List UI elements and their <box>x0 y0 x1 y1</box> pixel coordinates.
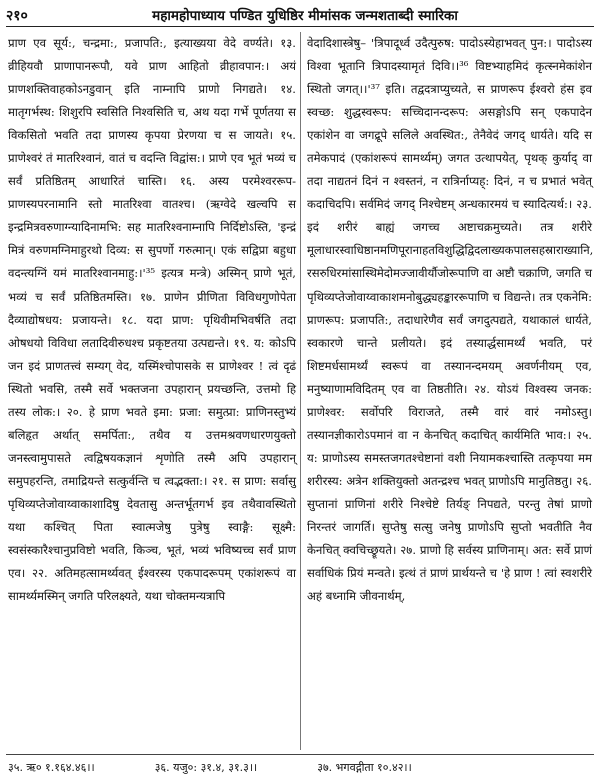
page-number: २१० <box>6 7 28 24</box>
footnotes <box>8 758 594 778</box>
footnote-35: ३५. ऋ० १.१६४.४६।। <box>8 761 95 774</box>
text-columns <box>6 32 594 750</box>
running-title: महामहोपाध्याय पण्डित युधिष्ठिर मीमांसक जन्मशताब्दी स्मारिका <box>152 8 458 24</box>
right-column-text: वेदादिशास्त्रेषु– 'त्रिपादूर्ध्व उदैत्पुरुष: पादोऽस्येहाभवत् पुन:। पादोऽस्य विश्वा भूतानि त्रिपादस्यामृतं दिवि।।³⁶ विष्टभ्याहमिदं कृत्स्नमेकांशेन स्थितो जगत्।।'³⁷ इति। तद्वदत्राप्युच्यते, स प्राणरूप ईश्वरो हंस इव स्वच्छ: शुद्धस्वरूप: सच्चिदानन्दरूप: असङ्गोऽपि सन् एकपादेन एकांशेन वा जगद्रूपे सलिले अवस्थित:, तेनैवेदं जगद् धार्यते। यदि स तमेकपादं (एकांशरूपं सामर्थ्यम्) जगत उत्थापयेत्, पृथक् कुर्याद् वा तदा नाद्यतनं दिनं न श्वस्तनं, न रात्रिर्नाप्यह्: दिनं, न च प्रभातं भवेत् कदाचिदपि। सर्वमिदं जगद् निश्चेष्टम् अन्धकारमयं च स्यादित्यर्थ:। २३. इदं शरीरं बाह्यं जगच्च अष्टाचक्रमुच्यते। तत्र शरीरे मूलाधारस्वाधिष्ठानमणिपूरानाहतविशुद्धिद्विदलाख्यकपालसहस्राराख्यानि, रसरुधिरमांसास्थिमेदोमज्जावीर्यौजोरूपाणि वा अष्टौ चक्राणि, जगति च पृथिव्यप्तेजोवाय्वाकाशमनोबुद्ध्यहङ्काररूपाणि च विद्यन्ते। तत्र एकनेमि: प्राणरूप: प्रजापति:, तदाधारेणैव सर्वं जगदुत्पद्यते, यथाकालं धार्यते, स्वकारणे चान्ते प्रलीयते। इदं तस्यार्द्धसामर्थ्यं भवति, परं शिष्टमर्धसामर्थ्यं स्वरूपं वा तस्यानन्दमयम् अवर्णनीयम् एव, मनुष्याणामविदितम् एव वा तिष्ठतीति। २४. योऽयं विश्वस्य जनक: प्राणेश्वर: सर्वोपरि विराजते, तस्मै वारं वारं नमोऽस्तु। तस्यानज्ञीकारोऽपमानं वा न केनचित् कदाचित् कार्यमिति भाव:। २५. य: प्राणोऽस्य समस्तजगतश्चेष्टानां वशी नियामकश्चास्ति तत्कृपया मम शरीरस्य: अत्रेन शक्तियुक्तो अतन्द्रश्च भवत् प्राणोऽपि मानुतिष्ठतु। २६. सुप्तानां प्राणिनां शरीरे निश्चेष्टे तिर्यङ् निपद्यते, परन्तु तेषां प्राणो निरन्तरं जागर्ति। सुप्तेषु सत्सु जनेषु प्राणोऽपि सुप्तो भवतीति नैव केनचित् क्वचिच्छ्रूयते। २७. प्राणो हि सर्वस्य प्राणिनाम्। अत: सर्वे प्राणं सर्वाधिकं प्रियं मन्वते। इत्थं तं प्राणं प्रार्थयन्ते च 'हे प्राण ! त्वां स्वशरीरे अहं बध्नामि जीवनार्थम्, <box>307 36 594 604</box>
page-header <box>6 4 594 27</box>
left-column-text: प्राण एव सूर्य:, चन्द्रमा:, प्रजापति:, इत्याख्यया वेदे वर्ण्यते। १३. व्रीहियवौ प्राणापानरूपौ, यवे प्राण आहितो व्रीहावपान:। अयं प्राणशक्तिवाहकोऽनडुवान् इति नाम्नापि प्राणो निगद्यते। १४. मातृगर्भस्थ: शिशुरपि स्वसिति निश्वसिति च, अथ यदा गर्भे पूर्णतया स विकसितो भवति तदा प्राणस्य कृपया प्रेरणया च स जायते। १५. प्राणेश्वरं तं मातरिश्वानं, वातं च वदन्ति विद्वांस:। प्राणे एव भूतं भव्यं च सर्वं प्रतिष्ठितम् आधारितं चास्ति। १६. अस्य परमेश्वररूप-प्राणस्यपरनामानि स्तो मातरिश्वा वातश्च। (ऋग्वेदे खल्वपि स इन्द्रमित्रवरुणाग्न्यादिनामभि: सह मातरिश्वनाम्नापि निर्दिष्टोऽस्ति, 'इन्द्रं मित्रं वरुणमग्निमाहुरथो दिव्य: स सुपर्णो गरुत्मान्। एकं सद्विप्रा बहुधा वदन्त्यग्निं यमं मातरिश्वानमाहु:।'³⁵ इत्यत्र मन्त्रे) अस्मिन् प्राणे भूतं, भव्यं च सर्वं प्रतिष्ठितमस्ति। १७. प्राणेन प्रीणिता विविधगुणोपेता दैव्याद्योषधय: प्रजायन्ते। १८. यदा प्राण: पृथिवीमभिवर्षति तदा ओषधयो विविधा लतादिवीरुधश्च प्रकृष्टतया उत्पद्यन्ते। १९. य: कोऽपि जन इदं प्राणतत्त्वं सम्यग् वेद, यस्मिंश्चोपासके स प्राणेश्वर ! त्वं दृढं स्थितो भवसि, तस्मै सर्वे भक्तजना उपहारान् प्रयच्छन्ति, उत्तमो हि तस्य लोक:। २०. हे प्राण भवते इमा: प्रजा: समुत्प्रा: प्राणिनस्तुभ्यं बलिहृत अर्थात् समर्पिता:, तथैव य उत्तमश्रवणधारणयुक्तो जनस्त्वामुपासते त्वद्विषयकज्ञानं शृणोति तस्मै अपि उपहारान् समुपहरन्ति, तमाद्रियन्ते सत्कुर्वन्ति च त्वद्भक्ता:। २१. स प्राण: सर्वासु पृथिव्यप्तेजोवाय्वाकाशादिषु देवतासु अन्तर्भूतगर्भ इव तथैवावस्थितो यथा कश्चित् पिता स्वात्मजेषु पुत्रेषु स्वाङ्गै: सूक्ष्मै: स्वसंस्कारैश्चानुप्रविष्टो भवति, किञ्च, भूतं, भव्यं भविष्यच्च सर्वं प्राण एव। २२. अतिमहत्सामर्थ्यवत् ईश्वरस्य एकपादरूपम् एकांशरूपं वा सामर्थ्यमस्मिन् जगति परिलक्ष्यते, यथा चोक्तमन्यत्रापि <box>8 36 296 604</box>
left-column <box>6 32 300 750</box>
footnote-divider <box>6 754 594 755</box>
footnote-37: ३७. भगवद्गीता १०.४२।। <box>317 761 412 774</box>
right-column <box>300 32 594 750</box>
footnote-36: ३६. यजु०: ३१.४, ३१.३।। <box>154 761 258 774</box>
